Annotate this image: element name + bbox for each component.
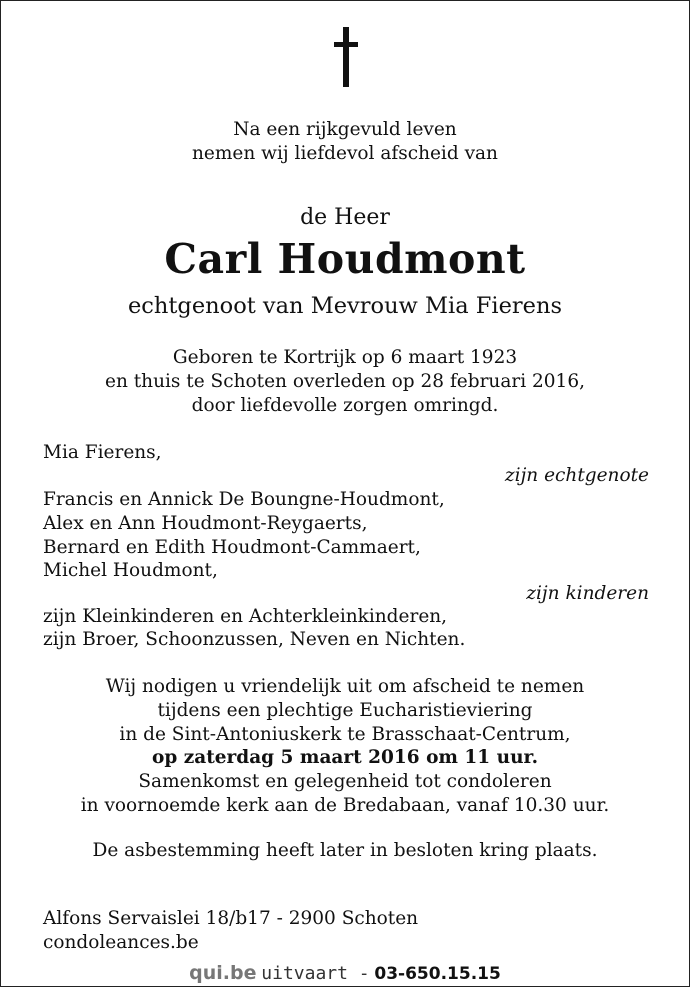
deceased-name: Carl Houdmont [164,235,526,283]
intro-line-1: Na een rijkgevuld leven [233,119,457,140]
intro-line-2: nemen wij liefdevol afscheid van [192,143,498,164]
family-spouse-role: zijn echtgenote [504,465,649,486]
footer-bar [0,958,690,989]
address: Alfons Servaislei 18/b17 - 2900 Schoten [43,908,419,929]
website-link[interactable]: condoleances.be [43,932,199,953]
honorific: de Heer [300,205,390,230]
invitation-line-2: tijdens een plechtige Eucharistieviering [157,700,533,721]
brand-logo: qui.be [189,962,257,984]
family-spouse: Mia Fierens, [43,442,162,463]
condolence-line-2: in voornoemde kerk aan de Bredabaan, vanaf 10.30 uur. [80,795,610,816]
cross-icon [334,27,358,87]
children-role: zijn kinderen [526,583,649,604]
child-3: Bernard en Edith Houdmont-Cammaert, [43,537,421,558]
child-2: Alex en Ann Houdmont-Reygaerts, [43,513,368,534]
phone-number[interactable]: 03-650.15.15 [374,964,501,984]
relatives-1: zijn Kleinkinderen en Achterkleinkinderen, [43,606,448,627]
condolence-line-1: Samenkomst en gelegenheid tot condoleren [138,771,552,792]
invitation-line-3: in de Sint-Antoniuskerk te Brasschaat-Centrum, [119,724,571,745]
cremation-note: De asbestemming heeft later in besloten kring plaats. [92,840,598,861]
ceremony-date: op zaterdag 5 maart 2016 om 11 uur. [151,747,539,768]
spouse-line: echtgenoot van Mevrouw Mia Fierens [127,293,562,319]
service-label: uitvaart - [261,963,370,984]
relatives-2: zijn Broer, Schoonzussen, Neven en Nichten. [43,629,466,650]
birth-line-1: Geboren te Kortrijk op 6 maart 1923 [172,347,518,368]
invitation-line-1: Wij nodigen u vriendelijk uit om afscheid te nemen [105,676,585,697]
birth-line-3: door liefdevolle zorgen omringd. [191,395,499,416]
birth-line-2: en thuis te Schoten overleden op 28 februari 2016, [105,371,585,392]
child-1: Francis en Annick De Boungne-Houdmont, [43,489,445,510]
child-4: Michel Houdmont, [43,560,218,581]
